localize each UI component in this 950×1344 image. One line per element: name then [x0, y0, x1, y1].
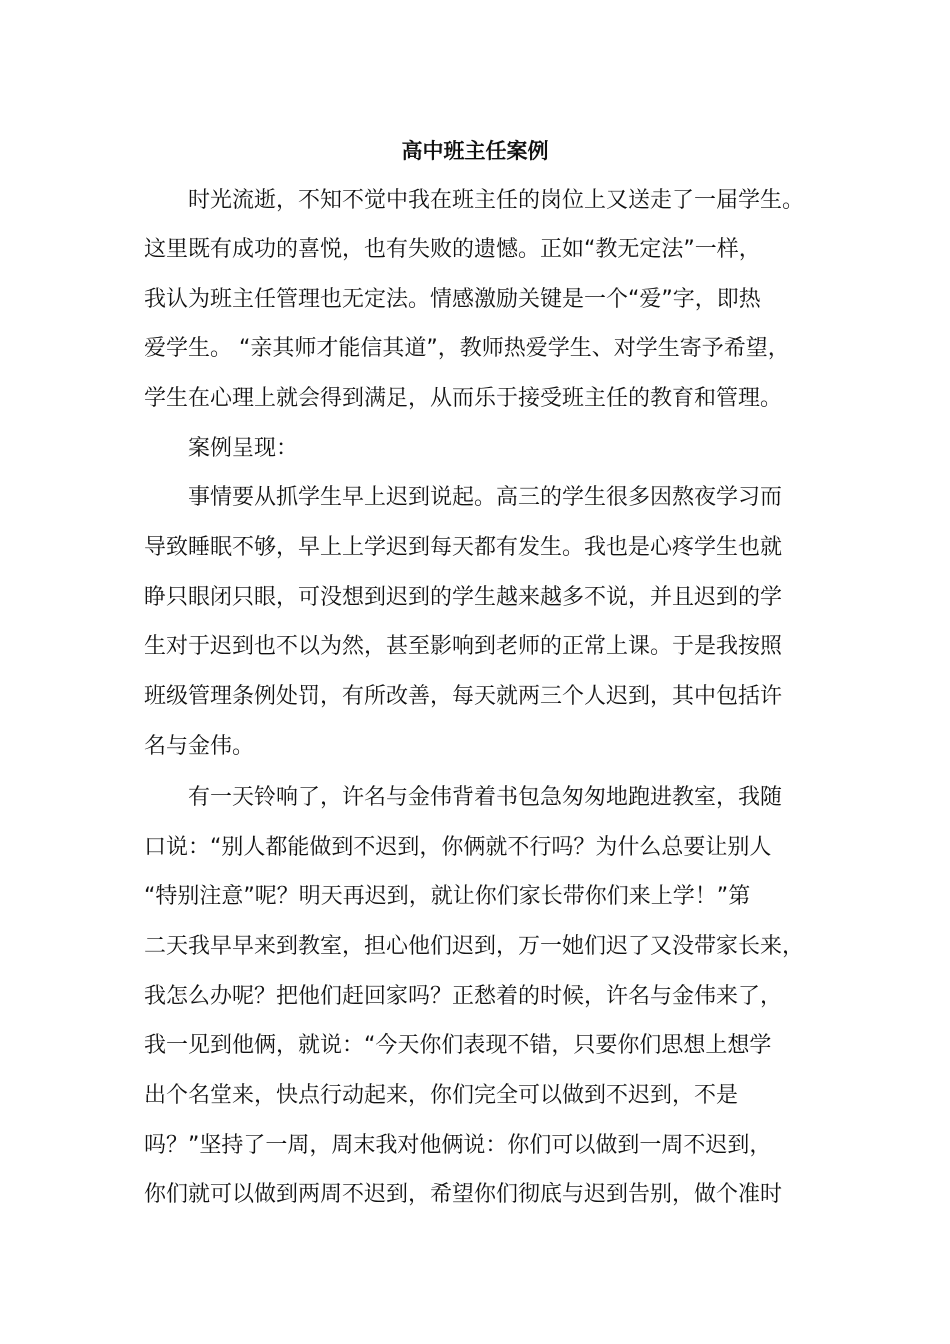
text-line: 事情要从抓学生早上迟到说起。高三的学生很多因熬夜学习而 — [188, 485, 783, 510]
text-line: “特别注意”呢？明天再迟到，就让你们家长带你们来上学！”第 — [144, 884, 751, 909]
text-line: 睁只眼闭只眼，可没想到迟到的学生越来越多不说，并且迟到的学 — [144, 585, 783, 610]
text-line: 二天我早早来到教室，担心他们迟到，万一她们迟了又没带家长来， — [144, 934, 805, 959]
document-title: 高中班主任案例 — [401, 139, 549, 163]
text-line: 名与金伟。 — [144, 734, 255, 759]
text-line: 爱学生。 “亲其师才能信其道”，教师热爱学生、对学生寄予希望， — [144, 336, 790, 361]
text-line: 我认为班主任管理也无定法。情感激励关键是一个“爱”字，即热 — [144, 287, 761, 312]
text-line: 我一见到他俩，就说：“今天你们表现不错，只要你们思想上想学 — [144, 1033, 772, 1058]
text-line: 生对于迟到也不以为然，甚至影响到老师的正常上课。于是我按照 — [144, 634, 783, 659]
text-line: 学生在心理上就会得到满足，从而乐于接受班主任的教育和管理。 — [144, 386, 783, 411]
text-line: 出个名堂来，快点行动起来，你们完全可以做到不迟到，不是 — [144, 1083, 739, 1108]
text-line: 班级管理条例处罚，有所改善，每天就两三个人迟到，其中包括许 — [144, 684, 783, 709]
text-line: 我怎么办呢？把他们赶回家吗？正愁着的时候，许名与金伟来了， — [144, 984, 783, 1009]
text-line: 有一天铃响了，许名与金伟背着书包急匆匆地跑进教室，我随 — [188, 785, 783, 810]
text-line: 你们就可以做到两周不迟到，希望你们彻底与迟到告别，做个准时 — [144, 1182, 783, 1207]
section-heading: 案例呈现： — [188, 436, 299, 461]
text-line: 导致睡眠不够，早上上学迟到每天都有发生。我也是心疼学生也就 — [144, 535, 783, 560]
text-line: 这里既有成功的喜悦，也有失败的遗憾。正如“教无定法”一样， — [144, 237, 761, 262]
text-line: 口说：“别人都能做到不迟到，你俩就不行吗？为什么总要让别人 — [144, 835, 772, 860]
text-line: 吗？”坚持了一周，周末我对他俩说：你们可以做到一周不迟到， — [144, 1133, 772, 1158]
text-line: 时光流逝，不知不觉中我在班主任的岗位上又送走了一届学生。 — [188, 188, 805, 213]
